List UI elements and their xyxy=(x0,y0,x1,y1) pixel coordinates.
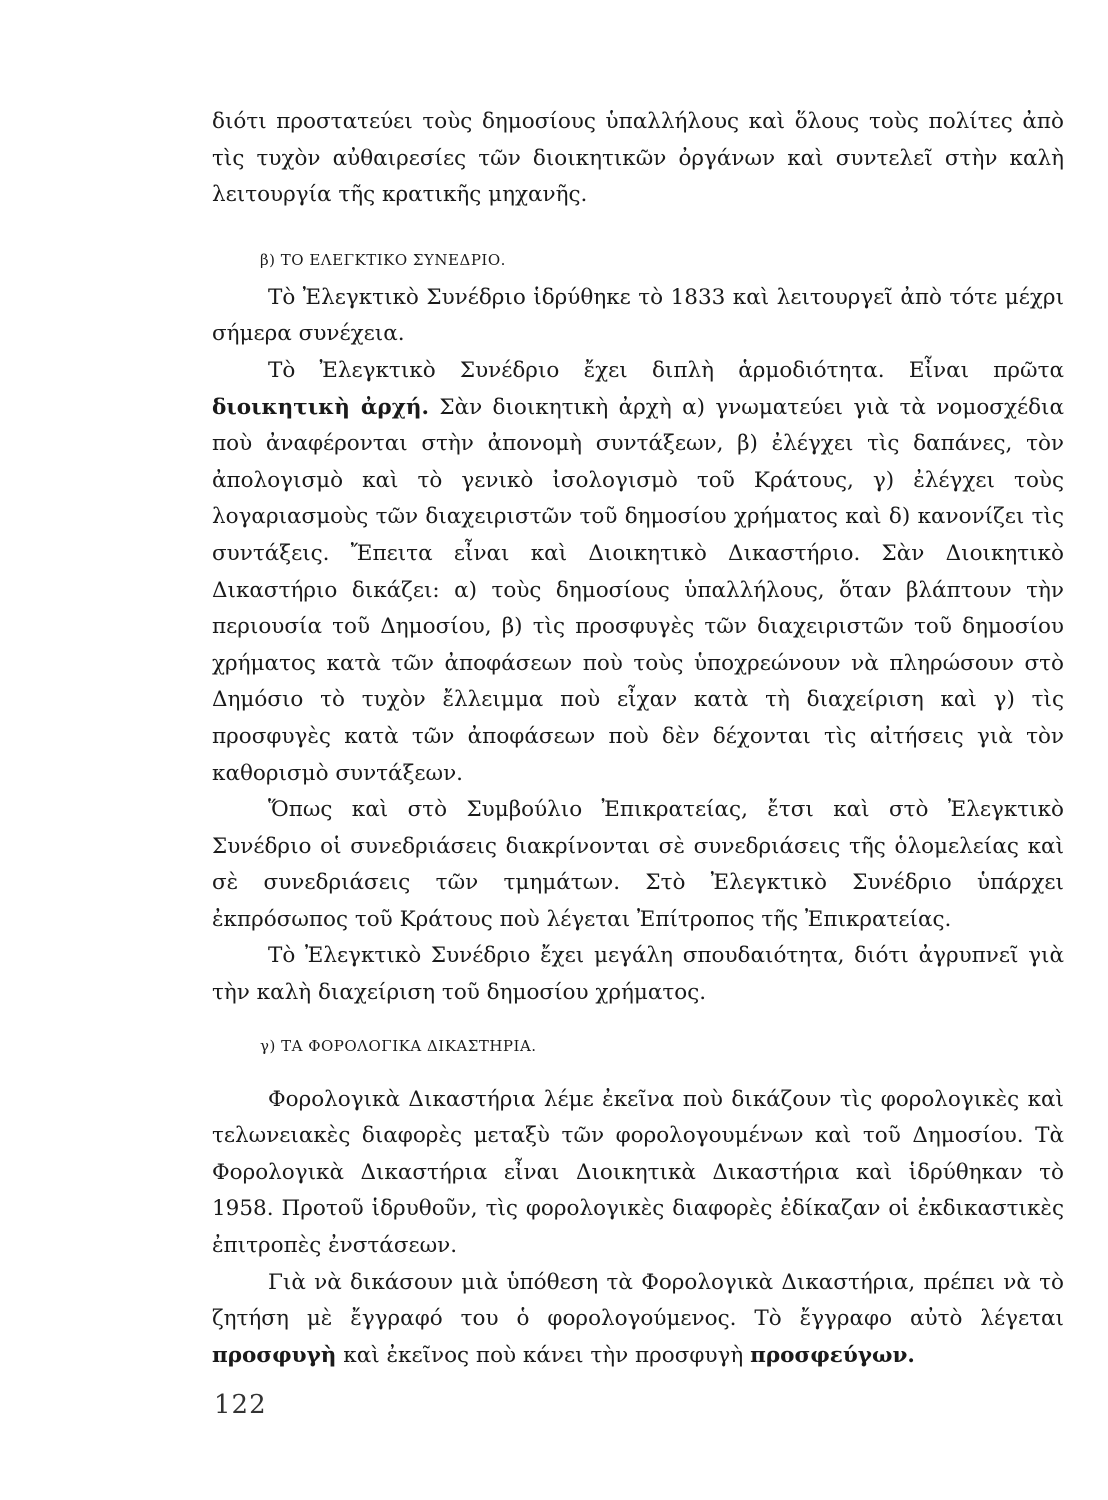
paragraph-audit-court-sessions: Ὅπως καὶ στὸ Συμβούλιο Ἐπικρατείας, ἔτσι καὶ στὸ Ἐλεγκτικὸ Συνέδριο οἱ συνεδριάσεις διακρίνονται σὲ συνεδριάσεις τῆς ὁλομελείας καὶ σὲ συνεδριάσεις τῶν τμημάτων. Στὸ Ἐλεγκτικὸ Συνέδριο ὑπάρχει ἐκπρόσωπος τοῦ Κράτους ποὺ λέγεται Ἐπίτροπος τῆς Ἐπικρατείας. xyxy=(212,797,1064,932)
term-appellant: προσφεύγων. xyxy=(750,1342,915,1368)
term-administrative-authority: διοικητικὴ ἀρχή. xyxy=(212,394,429,420)
section-heading-audit-court: β) ΤΟ ΕΛΕΓΚΤΙΚΟ ΣΥΝΕΔΡΙΟ. xyxy=(260,250,506,269)
paragraph-audit-court-founding: Τὸ Ἐλεγκτικὸ Συνέδριο ἱδρύθηκε τὸ 1833 καὶ λειτουργεῖ ἀπὸ τότε μέχρι σήμερα συνέχεια. xyxy=(212,284,1064,347)
term-appeal: προσφυγὴ xyxy=(212,1342,337,1368)
section-heading-tax-courts: γ) ΤΑ ΦΟΡΟΛΟΓΙΚΑ ΔΙΚΑΣΤΗΡΙΑ. xyxy=(260,1036,537,1055)
competence-intro: Τὸ Ἐλεγκτικὸ Συνέδριο ἔχει διπλὴ ἁρμοδιότητα. Εἶναι πρῶτα xyxy=(268,357,1064,383)
paragraph-continuation: διότι προστατεύει τοὺς δημοσίους ὑπαλλήλους καὶ ὅλους τοὺς πολίτες ἀπὸ τὶς τυχὸν αὐθαιρεσίες τῶν διοικητικῶν ὀργάνων καὶ συντελεῖ στὴν καλὴ λειτουργία τῆς κρατικῆς μηχανῆς. xyxy=(212,109,1064,208)
paragraph-audit-court-importance: Τὸ Ἐλεγκτικὸ Συνέδριο ἔχει μεγάλη σπουδαιότητα, διότι ἀγρυπνεῖ γιὰ τὴν καλὴ διαχείριση τοῦ δημοσίου χρήματος. xyxy=(212,943,1064,1006)
competence-details: Σὰν διοικητικὴ ἀρχὴ α) γνωματεύει γιὰ τὰ νομοσχέδια ποὺ ἀναφέρονται στὴν ἀπονομὴ συντάξεων, β) ἐλέγχει τὶς δαπάνες, τὸν ἀπολογισμὸ καὶ τὸ γενικὸ ἰσολογισμὸ τοῦ Κράτους, γ) ἐλέγχει τοὺς λογαριασμοὺς τῶν διαχειριστῶν τοῦ δημοσίου χρήματος καὶ δ) κανονίζει τὶς συντάξεις. Ἔπειτα εἶναι καὶ Διοικητικὸ Δικαστήριο. Σὰν Διοικητικὸ Δικαστήριο δικάζει: α) τοὺς δημοσίους ὑπαλλήλους, ὅταν βλάπτουν τὴν περιουσία τοῦ Δημοσίου, β) τὶς προσφυγὲς τῶν διαχειριστῶν τοῦ δημοσίου χρήματος κατὰ τῶν ἀποφάσεων ποὺ τοὺς ὑποχρεώνουν νὰ πληρώσουν στὸ Δημόσιο τὸ τυχὸν ἔλλειμμα ποὺ εἶχαν κατὰ τὴ διαχείριση καὶ γ) τὶς προσφυγὲς κατὰ τῶν ἀποφάσεων ποὺ δὲν δέχονται τὶς αἰτήσεις γιὰ τὸν καθορισμὸ συντάξεων. xyxy=(212,394,1064,786)
appeal-intro: Γιὰ νὰ δικάσουν μιὰ ὑπόθεση τὰ Φορολογικὰ Δικαστήρια, πρέπει νὰ τὸ ζητήση μὲ ἔγγραφό του ὁ φορολογούμενος. Τὸ ἔγγραφο αὐτὸ λέγεται xyxy=(212,1269,1064,1332)
paragraph-tax-courts-appeal xyxy=(212,1265,1064,1375)
appeal-middle: καὶ ἐκεῖνος ποὺ κάνει τὴν προσφυγὴ xyxy=(343,1342,744,1368)
paragraph-audit-court-competence xyxy=(212,353,1064,792)
paragraph-tax-courts-definition: Φορολογικὰ Δικαστήρια λέμε ἐκεῖνα ποὺ δικάζουν τὶς φορολογικὲς καὶ τελωνειακὲς διαφορὲς μεταξὺ τῶν φορολογουμένων καὶ τοῦ Δημοσίου. Τὰ Φορολογικὰ Δικαστήρια εἶναι Διοικητικὰ Δικαστήρια καὶ ἱδρύθηκαν τὸ 1958. Προτοῦ ἱδρυθοῦν, τὶς φορολογικὲς διαφορὲς ἐδίκαζαν οἱ ἐκδικαστικὲς ἐπιτροπὲς ἐνστάσεων. xyxy=(212,1086,1064,1259)
page-body xyxy=(212,104,1064,1374)
page-number: 122 xyxy=(214,1390,267,1420)
